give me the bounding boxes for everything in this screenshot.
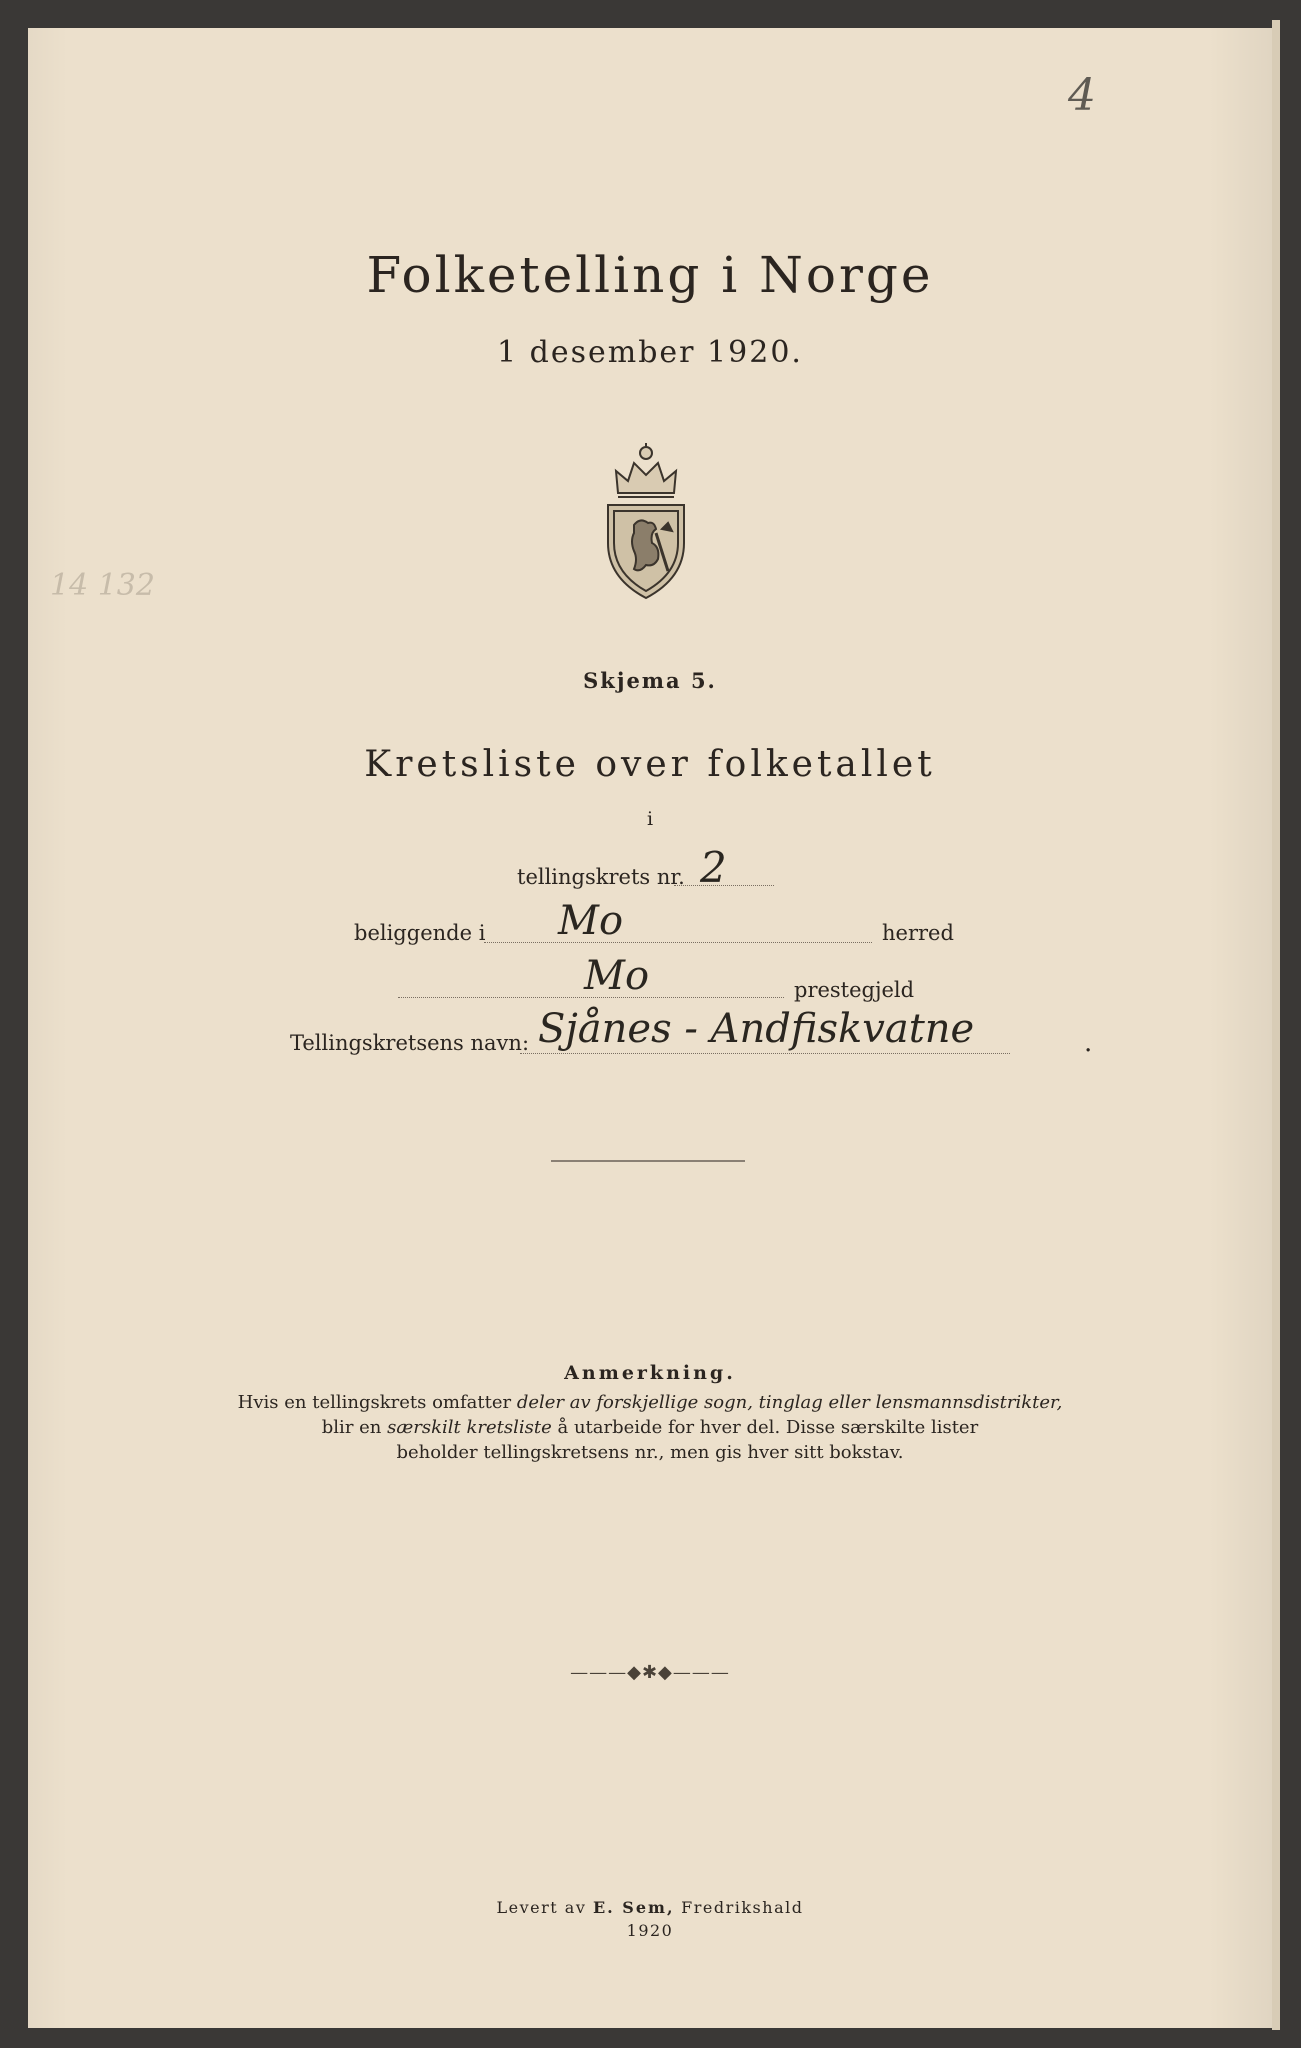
connector-word: i — [646, 808, 654, 830]
prestegjeld-label: prestegjeld — [794, 978, 915, 1002]
note-line2-text: blir en — [321, 1417, 388, 1438]
printer-year: 1920 — [626, 1921, 674, 1940]
kretsnavn-value: Sjånes - Andfiskvatne — [538, 1006, 975, 1052]
printer-imprint — [28, 1896, 1272, 1942]
tellingskrets-value: 2 — [700, 843, 727, 892]
census-form-page — [28, 28, 1272, 2028]
beliggende-label: beliggende i — [354, 921, 486, 945]
margin-pencil-note: 14 132 — [50, 568, 155, 603]
prestegjeld-value: Mo — [584, 953, 650, 999]
note-line2-rest: å utarbeide for hver del. Disse særskilte lister — [551, 1417, 979, 1438]
form-heading: Kretsliste over folketallet — [364, 744, 936, 785]
printer-prefix: Levert av — [496, 1898, 593, 1917]
beliggende-value: Mo — [558, 898, 624, 944]
note-heading: Anmerkning. — [564, 1362, 736, 1384]
tellingskrets-label: tellingskrets nr. — [517, 865, 685, 889]
herred-label: herred — [882, 921, 954, 945]
kretsnavn-line — [520, 1053, 1010, 1054]
page-edge — [1272, 20, 1280, 2030]
kretsnavn-trailing: . — [1084, 1028, 1093, 1058]
beliggende-line — [484, 942, 872, 943]
kretsnavn-label: Tellingskretsens navn: — [290, 1031, 530, 1055]
printer-name: E. Sem, — [592, 1898, 675, 1917]
section-divider — [551, 1160, 745, 1162]
corner-pencil-mark: 4 — [1068, 70, 1096, 121]
note-line1-text: Hvis en tellingskrets omfatter — [237, 1392, 517, 1413]
document-title: Folketelling i Norge — [366, 246, 934, 304]
ornament: ———◆✱◆——— — [570, 1662, 730, 1683]
norwegian-coat-of-arms-icon — [596, 433, 696, 607]
note-line2-emphasis: særskilt kretsliste — [387, 1417, 552, 1438]
note-line1-emphasis: deler av forskjellige sogn, tinglag eller lensmannsdistrikter, — [516, 1392, 1063, 1413]
form-number: Skjema 5. — [583, 668, 717, 693]
census-date: 1 desember 1920. — [497, 335, 803, 370]
note-line3: beholder tellingskretsens nr., men gis hver sitt bokstav. — [396, 1442, 904, 1463]
note-body — [228, 1390, 1072, 1465]
printer-city: Fredrikshald — [674, 1898, 804, 1917]
